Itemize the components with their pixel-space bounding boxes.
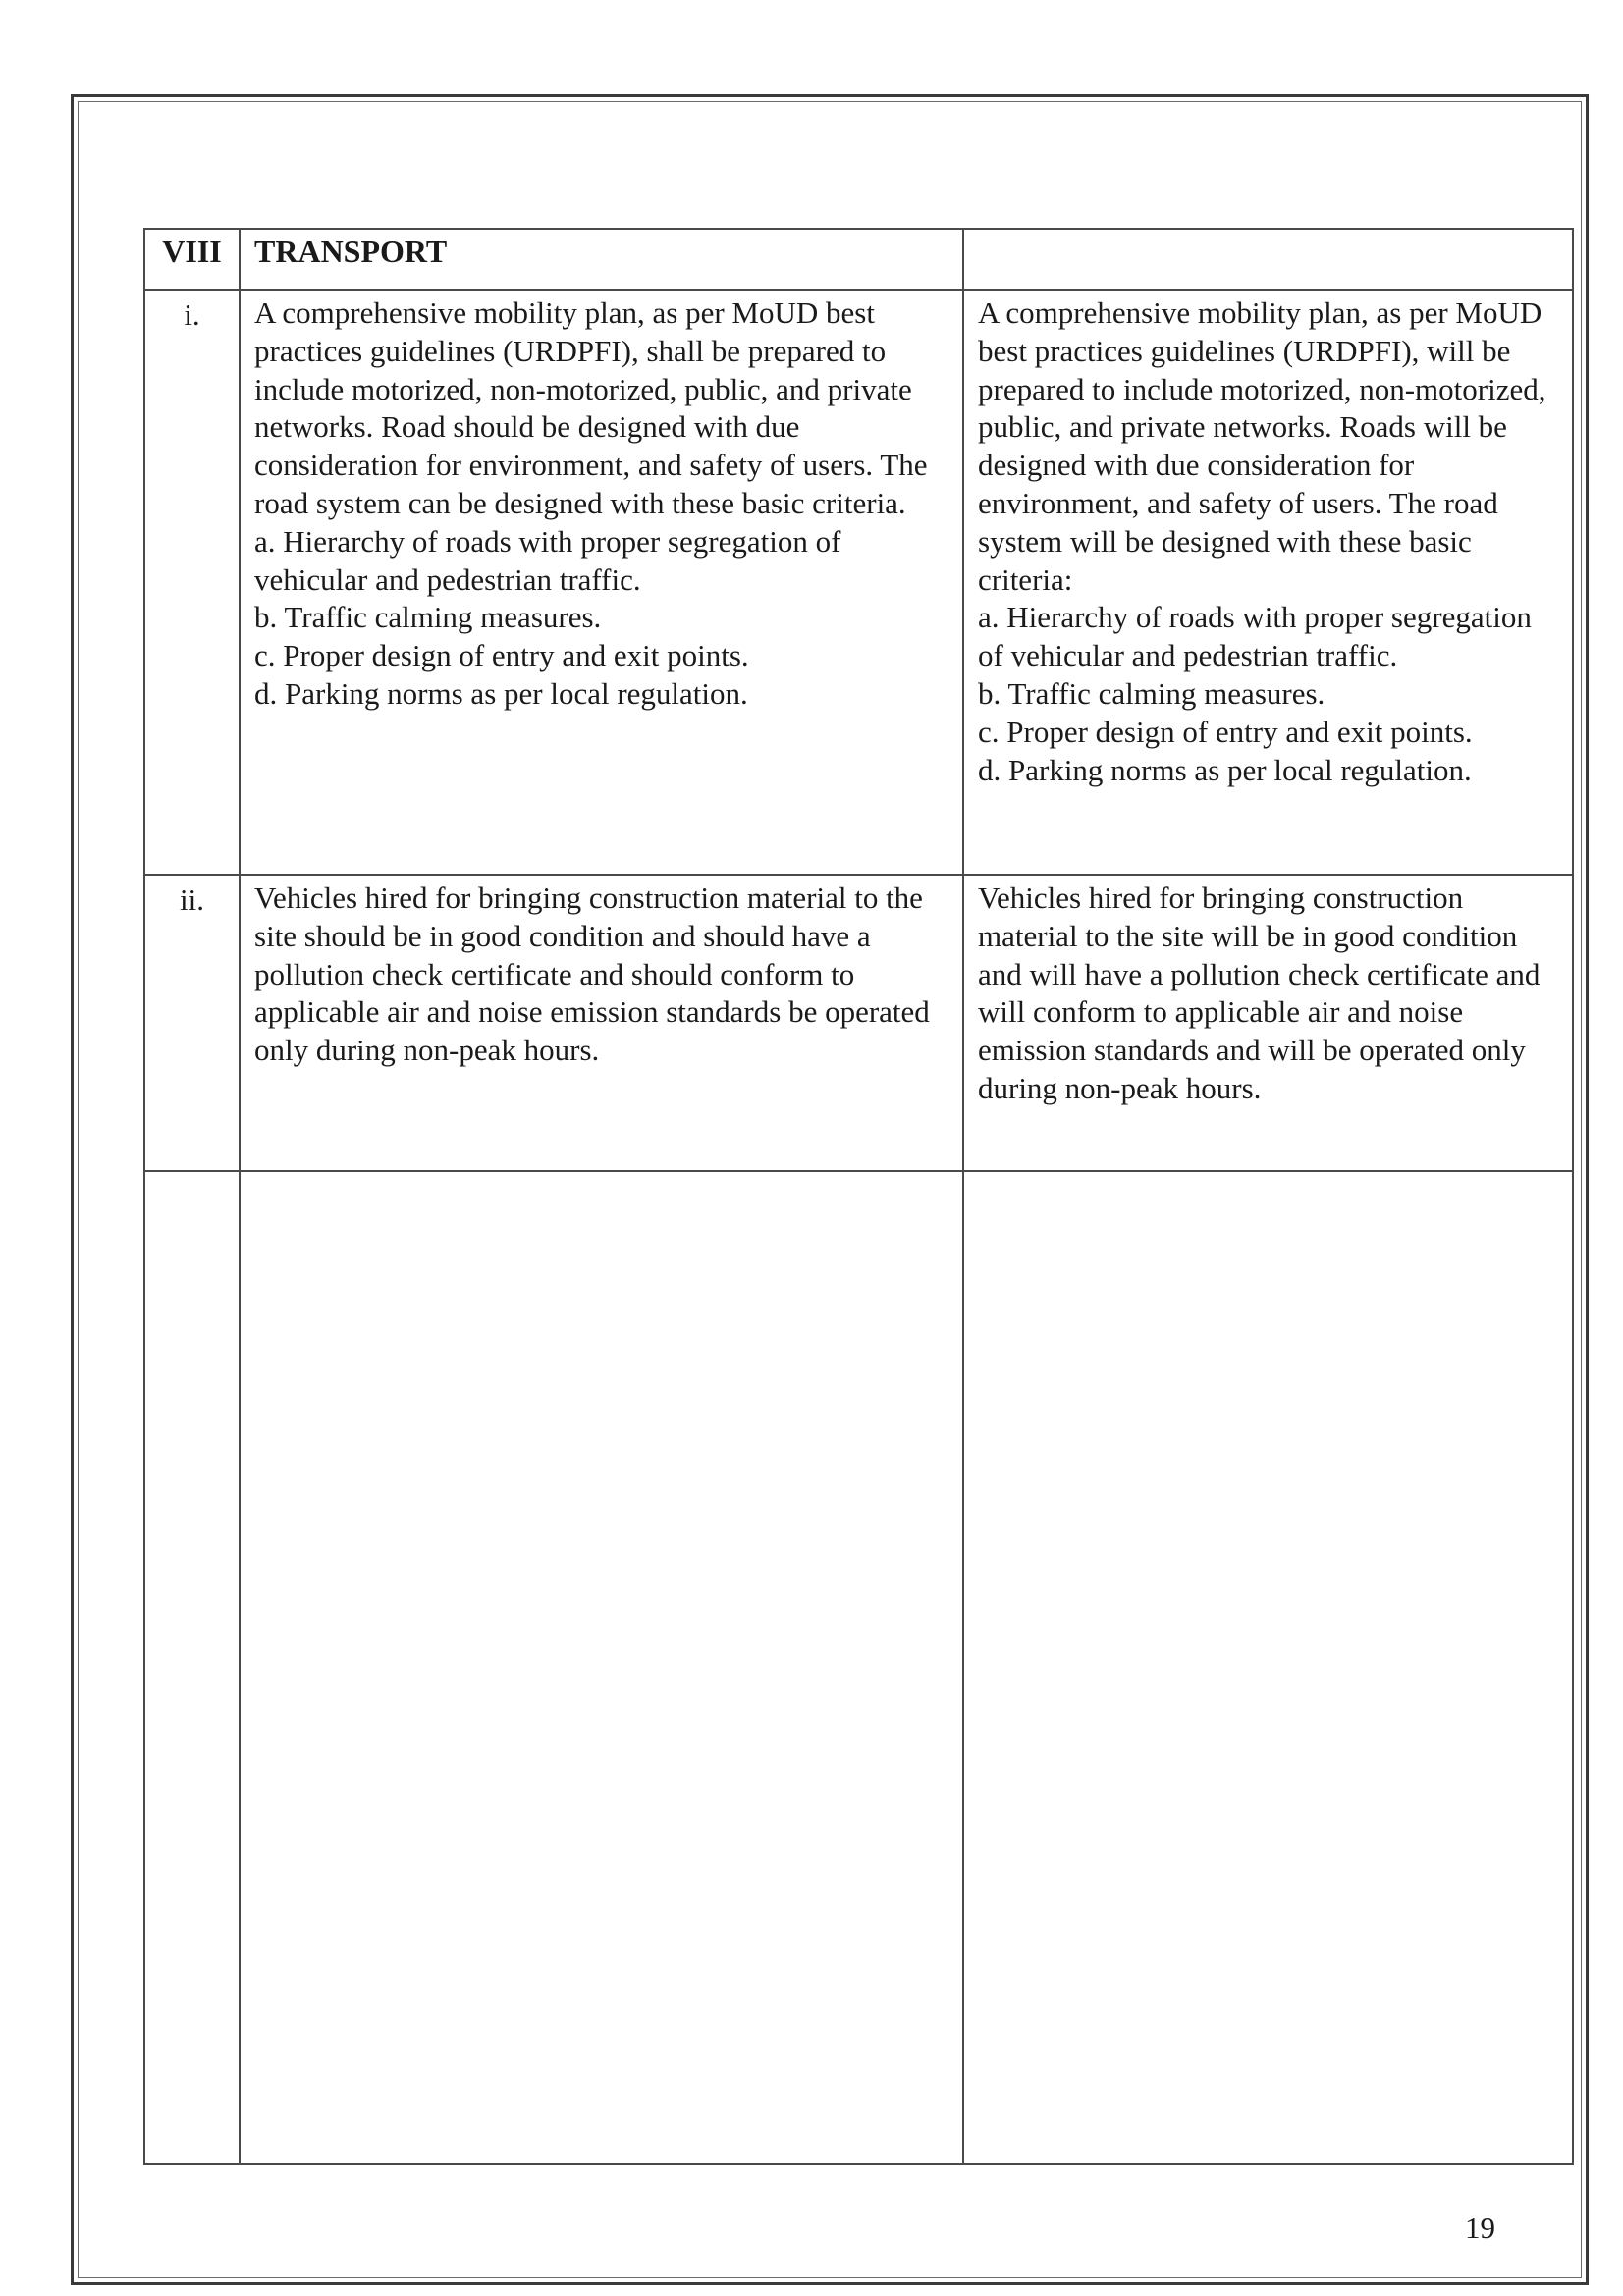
row-number: i. [144,290,240,875]
condition-item: b. Traffic calming measures. [254,600,602,635]
compliance-table [143,228,1574,2165]
condition-paragraph: Vehicles hired for bringing construction material to the site should be in good condition and should have a pollution check certificate and should conform to applicable air and noise emission standards be operated only during non-peak hours. [254,881,930,1068]
row-number: ii. [144,875,240,1171]
empty-table-row [144,1171,1573,2164]
section-header-empty-cell [963,229,1573,290]
section-number: VIII [144,229,240,290]
response-item: a. Hierarchy of roads with proper segregation of vehicular and pedestrian traffic. [978,600,1532,673]
table-row [144,290,1573,875]
section-title: TRANSPORT [240,229,963,290]
empty-condition-cell [240,1171,963,2164]
empty-number-cell [144,1171,240,2164]
response-cell [963,290,1573,875]
response-item: b. Traffic calming measures. [978,675,1325,711]
condition-paragraph: A comprehensive mobility plan, as per MoUD best practices guidelines (URDPFI), shall be prepared to include motorized, non-motorized, public, and private networks. Road should be designed with due consideration for environment, and safety of users. The road system can be designed with these basic criteria. [254,295,928,520]
response-cell [963,875,1573,1171]
response-item: c. Proper design of entry and exit points. [978,714,1473,749]
response-paragraph: Vehicles hired for bringing construction material to the site will be in good condition and will have a pollution check certificate and will conform to applicable air and noise emission standards and will be operated only during non-peak hours. [978,881,1541,1105]
table-row [144,875,1573,1171]
condition-item: a. Hierarchy of roads with proper segregation of vehicular and pedestrian traffic. [254,523,841,597]
response-paragraph: A comprehensive mobility plan, as per MoUD best practices guidelines (URDPFI), will be prepared to include motorized, non-motorized, public, and private networks. Roads will be designed with due consideration for environment, and safety of users. The road system will be designed with these basic criteria: [978,295,1546,597]
condition-item: c. Proper design of entry and exit points. [254,638,749,673]
response-item: d. Parking norms as per local regulation. [978,752,1472,787]
empty-response-cell [963,1171,1573,2164]
condition-item: d. Parking norms as per local regulation. [254,675,748,711]
section-header-row [144,229,1573,290]
page-number: 19 [1465,2211,1495,2245]
condition-cell [240,875,963,1171]
condition-cell [240,290,963,875]
